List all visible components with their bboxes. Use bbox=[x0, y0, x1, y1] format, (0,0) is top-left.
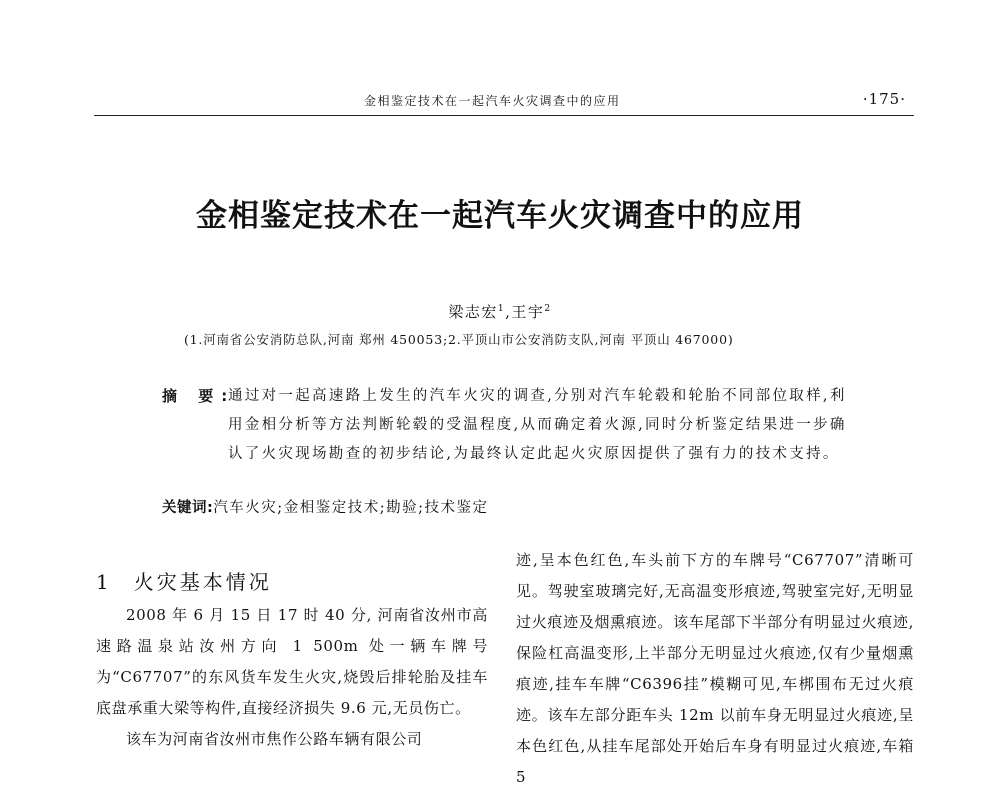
section-title: 火灾基本情况 bbox=[133, 570, 272, 594]
paper-title: 金相鉴定技术在一起汽车火灾调查中的应用 bbox=[196, 198, 804, 234]
abstract-text: 通过对一起高速路上发生的汽车火灾的调查,分别对汽车轮毂和轮胎不同部位取样,利用金相分析等方法判断轮毂的受温程度,从而确定着火源,同时分析鉴定结果进一步确认了火灾现场勘查的初步结论,为最终认定此起火灾原因提供了强有力的技术支持。 bbox=[228, 388, 847, 462]
keywords-label: 关键词: bbox=[162, 500, 214, 516]
keywords bbox=[162, 496, 862, 517]
affiliation: (1.河南省公安消防总队,河南 郑州 450053;2.平顶山市公安消防支队,河南 平顶山 467000) bbox=[184, 332, 734, 347]
abstract-label: 摘 要: bbox=[162, 387, 236, 405]
running-head-title: 金相鉴定技术在一起汽车火灾调查中的应用 bbox=[364, 94, 621, 108]
affiliation-mark: 1 bbox=[497, 304, 506, 314]
affiliation-mark: 2 bbox=[544, 304, 552, 314]
body-paragraph: 迹,呈本色红色,车头前下方的车牌号“C67707”清晰可见。驾驶室玻璃完好,无高温变形痕迹,驾驶室完好,无明显过火痕迹及烟熏痕迹。该车尾部下半部分有明显过火痕迹,保险杠高温变形,上半部分无明显过火痕迹,仅有少量烟熏痕迹,挂车车牌“C6396挂”模糊可见,车梆围布无过火痕迹。该车左部分距车头 12m 以前车身无明显过火痕迹,呈本色红色,从挂车尾部处开始后车身有明显过火痕迹,车箱 5 bbox=[516, 551, 914, 786]
left-column bbox=[96, 600, 488, 755]
running-head bbox=[94, 90, 914, 112]
right-column bbox=[516, 545, 914, 793]
authors bbox=[0, 301, 1000, 322]
body-paragraph: 该车为河南省汝州市焦作公路车辆有限公司 bbox=[126, 730, 423, 748]
keywords-text: 汽车火灾;金相鉴定技术;勘验;技术鉴定 bbox=[213, 500, 489, 516]
body-paragraph: 2008 年 6 月 15 日 17 时 40 分, 河南省汝州市高速路温泉站汝州方向 1 500m 处一辆车牌号为“C67707”的东风货车发生火灾,烧毁后排轮胎及挂车底盘承重大梁等构件,直接经济损失 9.6 元,无员伤亡。 bbox=[96, 606, 488, 717]
author-separator: , bbox=[505, 303, 512, 321]
page-number: ·175· bbox=[862, 90, 906, 108]
section-number: 1 bbox=[96, 570, 112, 594]
section-heading bbox=[96, 566, 272, 595]
author-name: 梁志宏 bbox=[448, 303, 498, 321]
author-name: 王宇 bbox=[511, 303, 545, 321]
header-rule bbox=[94, 115, 914, 116]
